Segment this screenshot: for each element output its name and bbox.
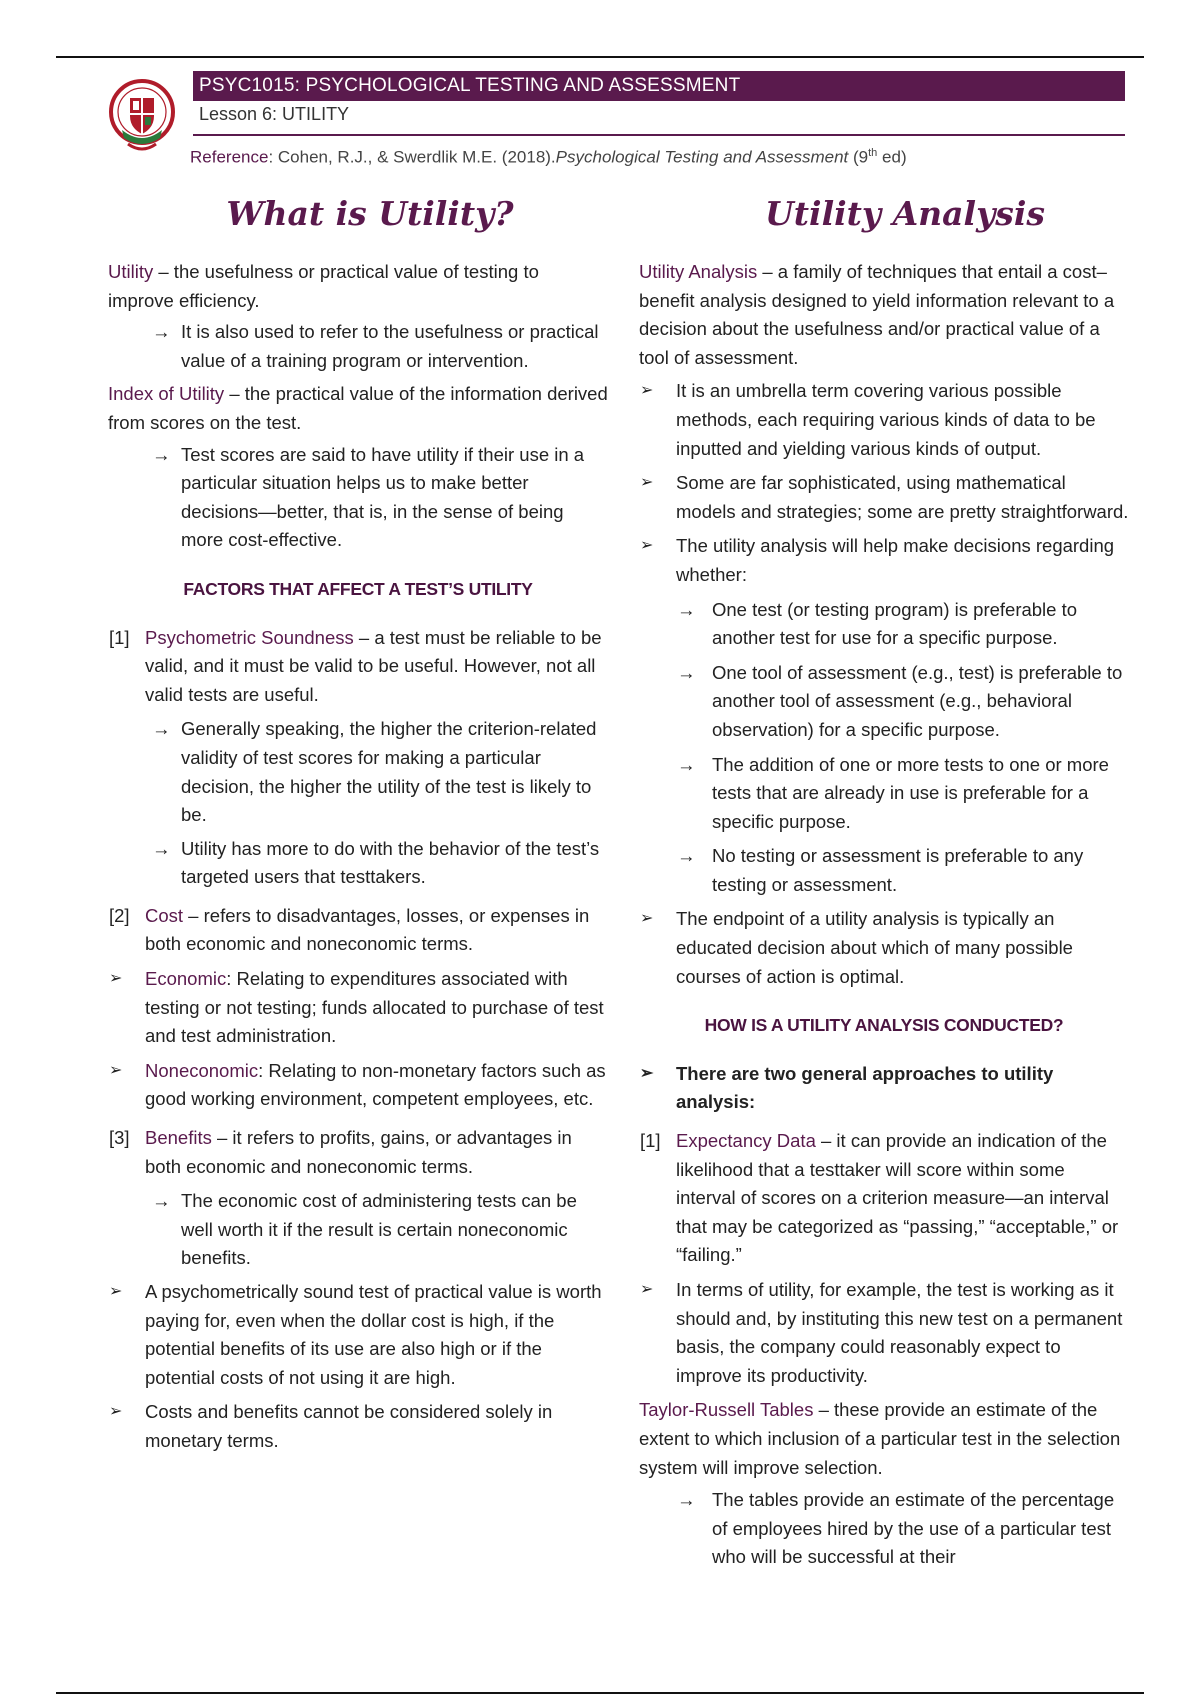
economic-term: Economic	[145, 968, 227, 990]
list-item	[108, 441, 608, 555]
factor-benefits	[108, 1124, 608, 1181]
list-item	[639, 532, 1129, 589]
reference-book-title: Psychological Testing and Assessment	[555, 147, 849, 167]
list-item-text: There are two general approaches to utility analysis:	[676, 1062, 1054, 1113]
list-item-text: It is also used to refer to the usefulness or practical value of a training program or intervention.	[181, 321, 599, 371]
list-item	[108, 1057, 608, 1114]
list-item-text: The addition of one or more tests to one or more tests that are already in use is preferable for a specific purpose.	[712, 753, 1109, 832]
header-divider	[193, 134, 1125, 136]
list-item-text: One tool of assessment (e.g., test) is preferable to another tool of assessment (e.g., behavioral observation) for a specific purpose.	[712, 661, 1123, 740]
approach-expectancy-data	[639, 1127, 1129, 1270]
arrow-icon: →	[152, 718, 171, 740]
arrow-icon: →	[677, 845, 696, 867]
arrow-icon: →	[677, 1489, 696, 1511]
taylor-russell-definition	[639, 1396, 1129, 1482]
reference-line	[190, 147, 907, 168]
arrow-icon: →	[152, 443, 171, 465]
list-item-text: The tables provide an estimate of the percentage of employees hired by the use of a particular test who will be successful at their	[712, 1489, 1115, 1568]
list-item	[639, 842, 1129, 899]
factors-section-title: FACTORS THAT AFFECT A TEST’S UTILITY	[183, 578, 533, 599]
bullet-arrowhead-icon: ➢	[640, 1064, 654, 1082]
approach-number: [1]	[640, 1130, 661, 1152]
list-item-text: Test scores are said to have utility if their use in a particular situation helps us to make better decisions—better, that is, in the sense of being more cost-effective.	[181, 443, 585, 551]
list-item	[639, 751, 1129, 837]
factor-def: – a test must be reliable to be valid, and it must be valid to be useful. However, not all valid tests are useful.	[145, 626, 602, 705]
factor-term: Benefits	[145, 1127, 212, 1149]
factor-number: [1]	[109, 626, 130, 648]
bullet-arrowhead-icon: ➢	[640, 910, 654, 928]
list-item	[639, 1276, 1129, 1390]
bullet-arrowhead-icon: ➢	[640, 1281, 654, 1298]
approach-def: – it can provide an indication of the likelihood that a testtaker will score within some interval of scores on a criterion measure—an interval that may be categorized as “passing,” “acceptable,” or “failing.”	[676, 1130, 1119, 1266]
list-item	[639, 1060, 1129, 1117]
factor-cost	[108, 902, 608, 959]
utility-analysis-term: Utility Analysis	[639, 261, 758, 282]
list-item	[639, 659, 1129, 745]
approach-term: Expectancy Data	[676, 1130, 816, 1152]
reference-label: Reference	[190, 147, 269, 167]
bullet-arrowhead-icon: ➢	[640, 537, 654, 555]
list-item-text: A psychometrically sound test of practical value is worth paying for, even when the dollar cost is high, if the potential benefits of its use are also high or if the potential costs of not using it are high.	[145, 1281, 602, 1388]
utility-analysis-definition	[639, 258, 1129, 372]
list-item	[108, 965, 608, 1051]
factor-term: Psychometric Soundness	[145, 626, 354, 648]
arrow-icon: →	[677, 661, 696, 683]
index-def-text: – the practical value of the information derived from scores on the test.	[108, 383, 608, 433]
list-item	[639, 905, 1129, 991]
list-item	[108, 835, 608, 892]
list-item	[639, 1486, 1129, 1572]
list-item-text: One test (or testing program) is preferable to another test for use for a specific purpose.	[712, 598, 1078, 649]
list-item-text: The endpoint of a utility analysis is typically an educated decision about which of many possible courses of action is optimal.	[676, 908, 1073, 987]
list-item-text: : Relating to expenditures associated with testing or not testing; funds allocated to purchase of test and test administration.	[145, 968, 604, 1047]
list-item-text: The economic cost of administering tests can be well worth it if the result is certain noneconomic benefits.	[181, 1190, 577, 1269]
arrow-icon: →	[677, 753, 696, 775]
factor-term: Cost	[145, 904, 184, 926]
bullet-arrowhead-icon: ➢	[640, 382, 654, 400]
list-item-text: Some are far sophisticated, using mathematical models and strategies; some are pretty straightforward.	[676, 472, 1129, 522]
top-rule	[56, 56, 1144, 58]
arrow-icon: →	[152, 321, 171, 343]
reference-edition-sup: th	[868, 147, 878, 159]
bullet-arrowhead-icon: ➢	[109, 1061, 123, 1079]
list-item	[639, 469, 1129, 526]
list-item-text: Utility has more to do with the behavior of the test’s targeted users that testtakers.	[181, 837, 600, 888]
taylor-russell-term: Taylor-Russell Tables	[639, 1399, 814, 1421]
reference-edition-end: ed)	[877, 147, 907, 167]
noneconomic-term: Noneconomic	[145, 1059, 259, 1081]
list-item	[108, 715, 608, 829]
reference-edition: (9	[848, 147, 869, 167]
bullet-arrowhead-icon: ➢	[109, 1403, 123, 1421]
bottom-rule	[56, 1692, 1144, 1694]
list-item	[108, 1278, 608, 1392]
factor-def: – it refers to profits, gains, or advantages in both economic and noneconomic terms.	[145, 1127, 572, 1177]
list-item-text: In terms of utility, for example, the test is working as it should and, by instituting this new test on a permanent basis, the company could reasonably expect to improve its productivity.	[676, 1279, 1123, 1386]
taylor-russell-def: – these provide an estimate of the extent to which inclusion of a particular test in the selection system will improve selection.	[639, 1399, 1121, 1478]
right-heading: Utility Analysis	[765, 194, 1045, 233]
index-term: Index of Utility	[108, 383, 225, 405]
left-column	[108, 258, 608, 1462]
utility-term: Utility	[108, 261, 154, 282]
list-item	[639, 596, 1129, 653]
bullet-arrowhead-icon: ➢	[109, 1283, 123, 1300]
lesson-title: Lesson 6: UTILITY	[199, 104, 350, 124]
right-column	[639, 258, 1129, 1578]
course-title-bar: PSYC1015: PSYCHOLOGICAL TESTING AND ASSESSMENT	[193, 71, 1125, 101]
bullet-arrowhead-icon: ➢	[640, 474, 654, 492]
arrow-icon: →	[152, 837, 171, 859]
utility-analysis-def: – a family of techniques that entail a cost–benefit analysis designed to yield information relevant to a decision about the usefulness and/or practical value of a tool of assessment.	[639, 261, 1115, 368]
list-item-text: : Relating to non-monetary factors such as good working environment, competent employees, etc.	[145, 1059, 606, 1110]
factor-number: [3]	[109, 1127, 130, 1149]
utility-def-text: – the usefulness or practical value of testing to improve efficiency.	[108, 261, 539, 311]
left-heading: What is Utility?	[226, 194, 514, 233]
list-item	[108, 1187, 608, 1273]
arrow-icon: →	[152, 1190, 171, 1212]
bullet-arrowhead-icon: ➢	[109, 970, 123, 988]
list-item-text: Costs and benefits cannot be considered solely in monetary terms.	[145, 1401, 553, 1451]
university-seal-logo	[108, 72, 176, 164]
factor-def: – refers to disadvantages, losses, or expenses in both economic and noneconomic terms.	[145, 904, 590, 955]
reference-authors: : Cohen, R.J., & Swerdlik M.E. (2018).	[268, 147, 556, 167]
list-item	[108, 1398, 608, 1455]
list-item-text: The utility analysis will help make decisions regarding whether:	[676, 535, 1115, 585]
list-item	[108, 318, 608, 375]
factor-number: [2]	[109, 904, 130, 926]
utility-definition	[108, 258, 608, 315]
list-item-text: Generally speaking, the higher the criterion-related validity of test scores for making a particular decision, the higher the utility of the test is likely to be.	[181, 718, 597, 826]
list-item-text: It is an umbrella term covering various possible methods, each requiring various kinds of data to be inputted and yielding various kinds of output.	[676, 380, 1096, 459]
list-item	[639, 377, 1129, 463]
index-of-utility-definition	[108, 380, 608, 437]
factor-psychometric-soundness	[108, 624, 608, 710]
arrow-icon: →	[677, 598, 696, 620]
list-item-text: No testing or assessment is preferable to any testing or assessment.	[712, 845, 1084, 895]
how-section-title: HOW IS A UTILITY ANALYSIS CONDUCTED?	[704, 1015, 1064, 1036]
